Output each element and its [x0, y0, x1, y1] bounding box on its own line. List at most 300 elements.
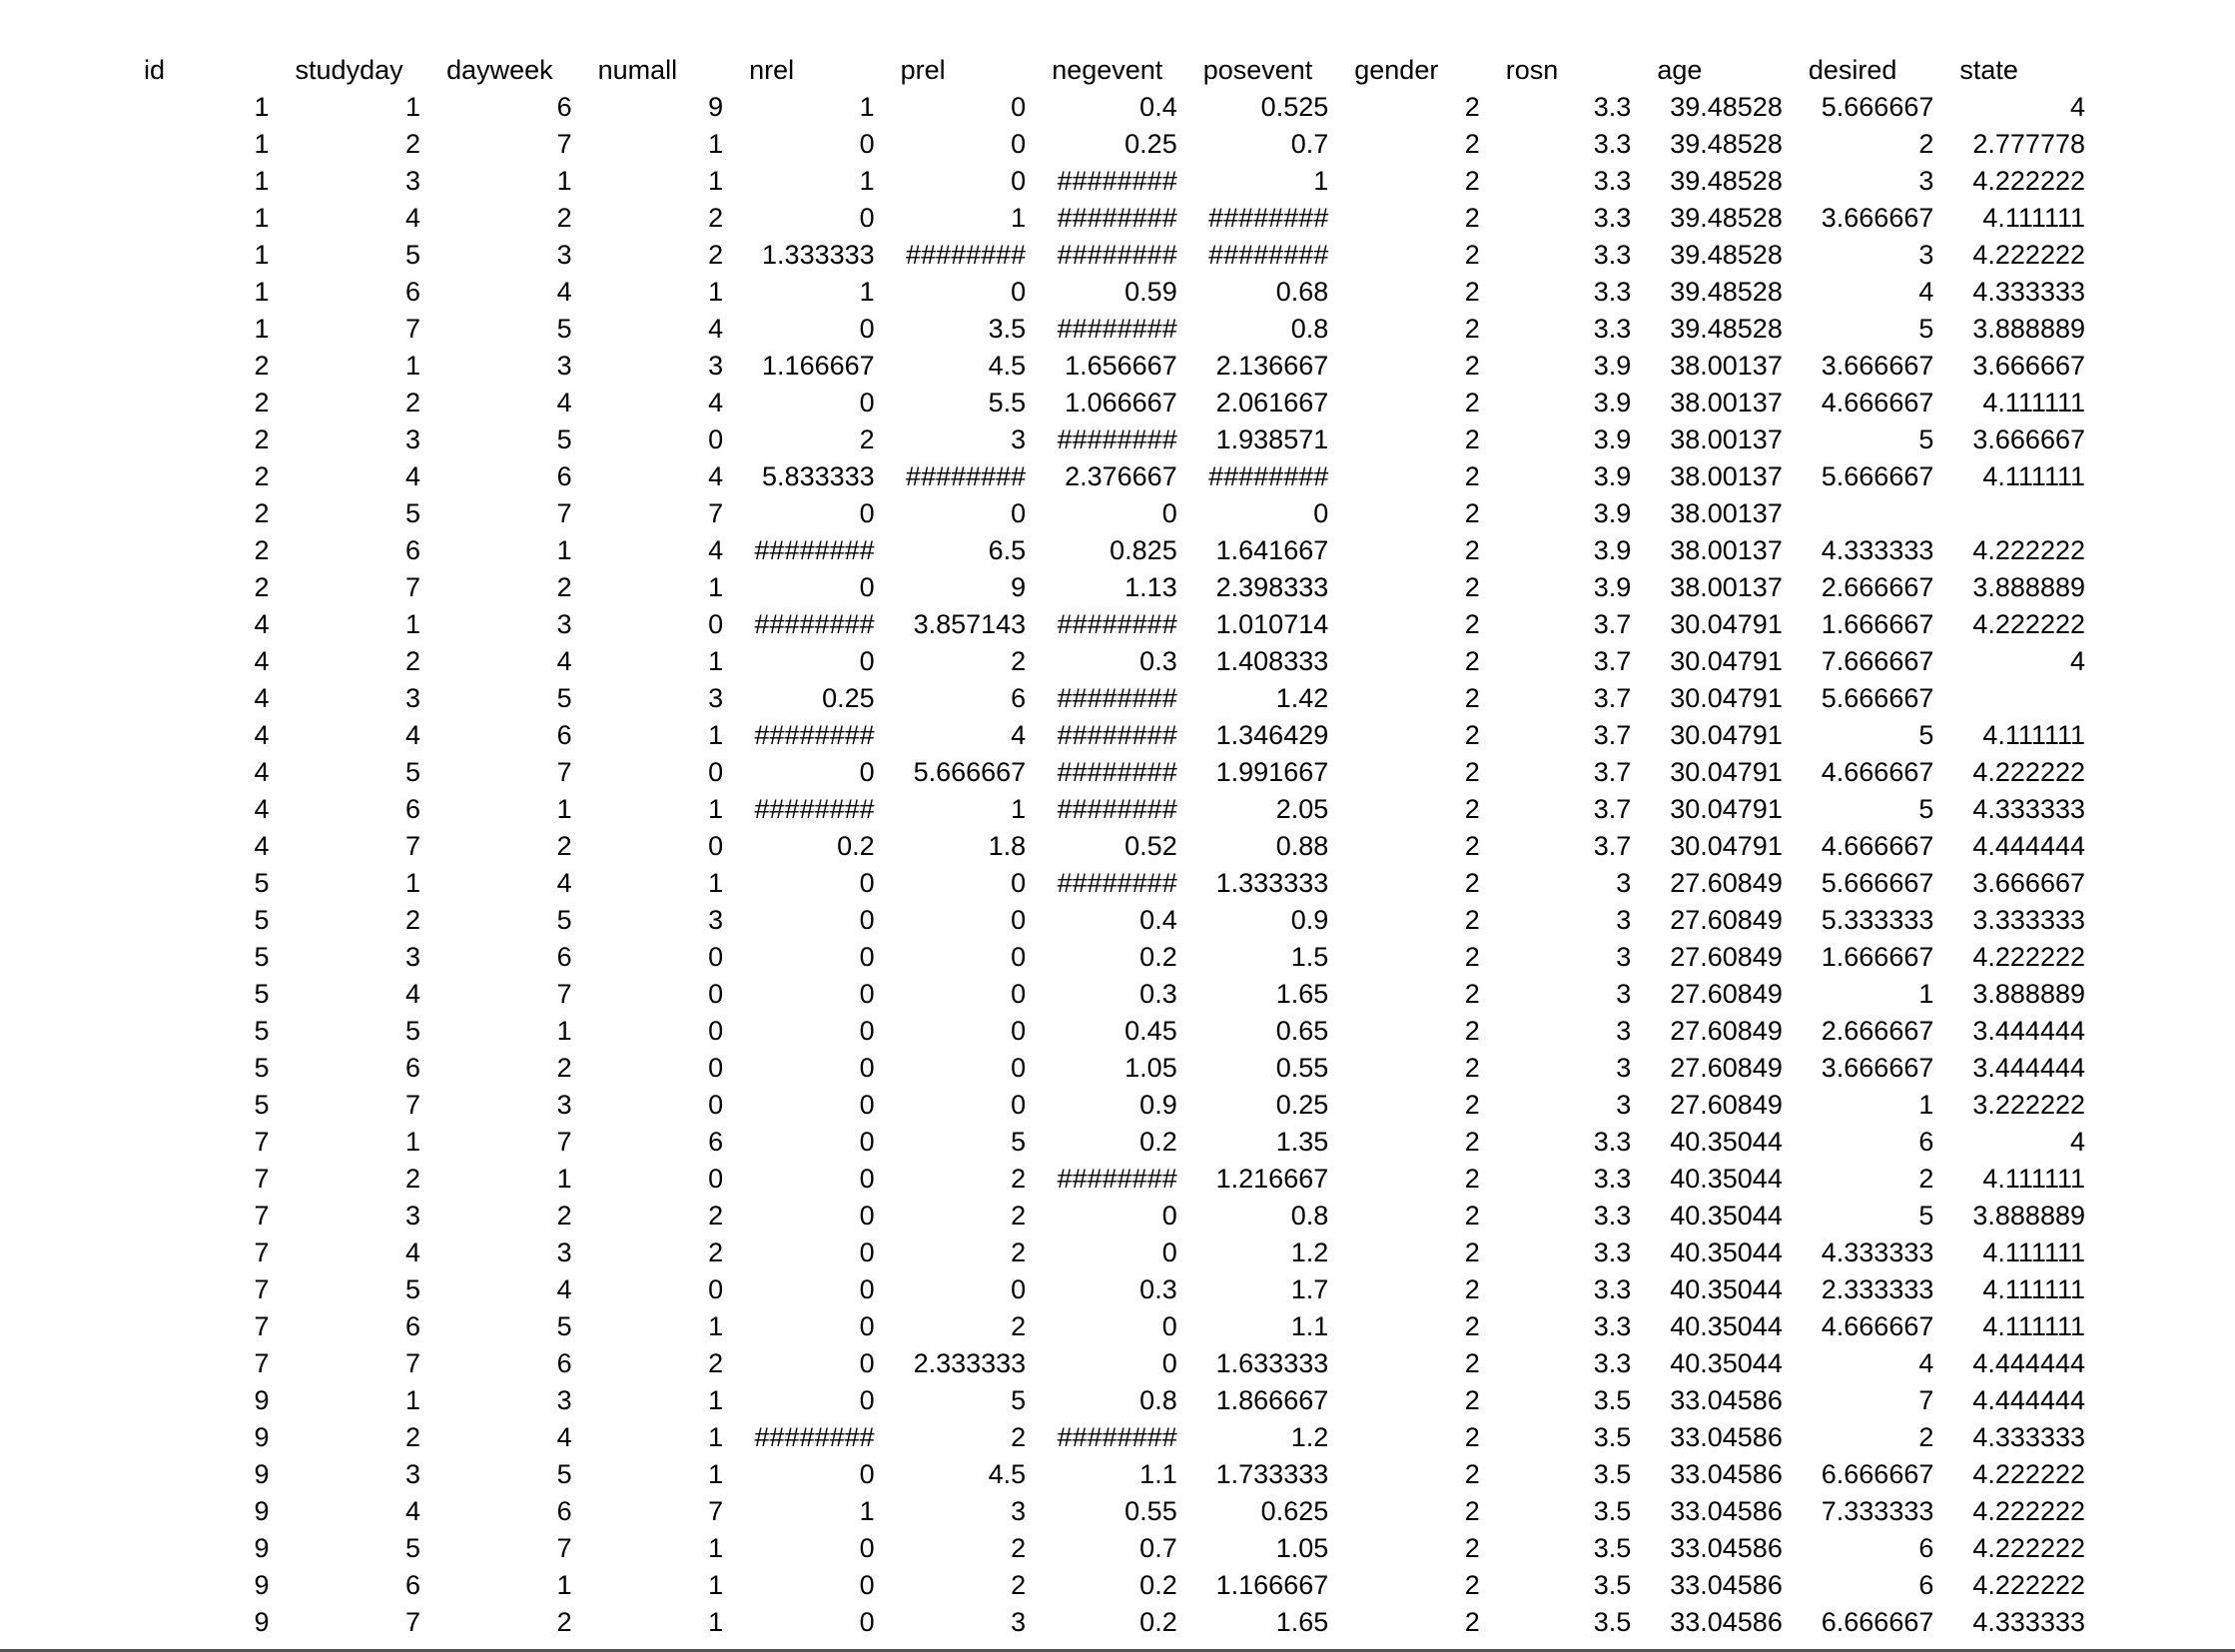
cell-prel[interactable]: 4: [1011, 720, 1027, 750]
cell-desired[interactable]: 4.666667: [1821, 757, 1934, 787]
cell-studyday[interactable]: 3: [405, 683, 421, 713]
cell-gender[interactable]: 2: [1464, 1422, 1480, 1452]
cell-numall[interactable]: 2: [708, 1348, 724, 1378]
cell-gender[interactable]: 2: [1464, 1385, 1480, 1415]
cell-desired[interactable]: 6: [1918, 1533, 1934, 1563]
cell-desired[interactable]: 2.666667: [1821, 1016, 1934, 1046]
cell-desired[interactable]: 1.666667: [1821, 942, 1934, 972]
cell-numall[interactable]: 1: [708, 868, 724, 898]
cell-nrel[interactable]: 0: [859, 868, 875, 898]
cell-numall[interactable]: 0: [708, 1164, 724, 1194]
cell-studyday[interactable]: 5: [405, 1533, 421, 1563]
cell-rosn[interactable]: 3.3: [1593, 203, 1632, 233]
cell-posevent[interactable]: 1.733333: [1215, 1459, 1329, 1489]
cell-studyday[interactable]: 7: [405, 1348, 421, 1378]
cell-posevent[interactable]: 1.866667: [1215, 1385, 1329, 1415]
cell-age[interactable]: 40.35044: [1670, 1311, 1783, 1341]
cell-nrel[interactable]: 0: [859, 1533, 875, 1563]
cell-posevent[interactable]: 0.65: [1275, 1016, 1329, 1046]
cell-posevent[interactable]: 1.991667: [1215, 757, 1329, 787]
cell-negevent[interactable]: ########: [1057, 609, 1177, 639]
cell-negevent[interactable]: ########: [1057, 1164, 1177, 1194]
cell-dayweek[interactable]: 1: [556, 794, 572, 824]
cell-nrel[interactable]: 0: [859, 1164, 875, 1194]
cell-gender[interactable]: 2: [1464, 314, 1480, 344]
cell-desired[interactable]: 3.666667: [1821, 351, 1934, 381]
cell-gender[interactable]: 2: [1464, 1127, 1480, 1157]
cell-posevent[interactable]: 1.7: [1290, 1274, 1329, 1304]
cell-desired[interactable]: 2: [1918, 1164, 1934, 1194]
cell-numall[interactable]: 3: [708, 683, 724, 713]
cell-id[interactable]: 2: [254, 535, 270, 565]
cell-age[interactable]: 39.48528: [1670, 92, 1783, 122]
cell-rosn[interactable]: 3.3: [1593, 1311, 1632, 1341]
cell-nrel[interactable]: 0.25: [822, 683, 875, 713]
cell-id[interactable]: 5: [254, 942, 270, 972]
cell-negevent[interactable]: 0.4: [1139, 92, 1177, 122]
cell-negevent[interactable]: ########: [1057, 757, 1177, 787]
cell-dayweek[interactable]: 6: [556, 1348, 572, 1378]
cell-numall[interactable]: 3: [708, 351, 724, 381]
cell-rosn[interactable]: 3.3: [1593, 1348, 1632, 1378]
cell-nrel[interactable]: ########: [754, 794, 875, 824]
cell-desired[interactable]: 2.333333: [1821, 1274, 1934, 1304]
cell-studyday[interactable]: 1: [405, 868, 421, 898]
cell-studyday[interactable]: 7: [405, 1090, 421, 1120]
cell-posevent[interactable]: 1.166667: [1215, 1570, 1329, 1600]
cell-studyday[interactable]: 2: [405, 646, 421, 676]
cell-desired[interactable]: 7: [1918, 1385, 1934, 1415]
cell-age[interactable]: 38.00137: [1670, 572, 1783, 602]
cell-dayweek[interactable]: 2: [556, 203, 572, 233]
cell-studyday[interactable]: 4: [405, 1496, 421, 1526]
cell-nrel[interactable]: 0: [859, 1311, 875, 1341]
cell-prel[interactable]: 3: [1011, 1607, 1027, 1637]
cell-negevent[interactable]: ########: [1057, 424, 1177, 454]
cell-studyday[interactable]: 6: [405, 277, 421, 307]
column-header-posevent[interactable]: posevent: [1202, 55, 1313, 85]
cell-dayweek[interactable]: 3: [556, 1385, 572, 1415]
cell-state[interactable]: 4.111111: [1982, 1311, 2085, 1341]
cell-desired[interactable]: 6: [1918, 1570, 1934, 1600]
cell-state[interactable]: 4.222222: [1972, 1459, 2085, 1489]
cell-age[interactable]: 38.00137: [1670, 388, 1783, 417]
cell-id[interactable]: 9: [254, 1459, 270, 1489]
cell-posevent[interactable]: 1.938571: [1215, 424, 1329, 454]
cell-numall[interactable]: 1: [708, 1533, 724, 1563]
cell-nrel[interactable]: 1: [859, 92, 875, 122]
cell-numall[interactable]: 2: [708, 203, 724, 233]
cell-studyday[interactable]: 6: [405, 1570, 421, 1600]
cell-negevent[interactable]: 1.656667: [1065, 351, 1177, 381]
cell-posevent[interactable]: ########: [1208, 203, 1329, 233]
cell-nrel[interactable]: 0: [859, 1016, 875, 1046]
cell-gender[interactable]: 2: [1464, 203, 1480, 233]
cell-rosn[interactable]: 3.7: [1593, 683, 1632, 713]
cell-gender[interactable]: 2: [1464, 905, 1480, 935]
cell-posevent[interactable]: 1.010714: [1215, 609, 1329, 639]
cell-prel[interactable]: 0: [1011, 905, 1027, 935]
cell-rosn[interactable]: 3.5: [1593, 1459, 1632, 1489]
cell-id[interactable]: 1: [254, 277, 270, 307]
cell-age[interactable]: 33.04586: [1670, 1385, 1783, 1415]
column-header-numall[interactable]: numall: [597, 55, 678, 85]
cell-state[interactable]: 4: [2069, 92, 2085, 122]
cell-nrel[interactable]: 0: [859, 1274, 875, 1304]
cell-posevent[interactable]: ########: [1208, 461, 1329, 491]
cell-nrel[interactable]: 0: [859, 1459, 875, 1489]
cell-numall[interactable]: 0: [708, 1053, 724, 1083]
cell-rosn[interactable]: 3.9: [1593, 424, 1632, 454]
column-header-id[interactable]: id: [144, 55, 166, 85]
cell-gender[interactable]: 2: [1464, 535, 1480, 565]
cell-prel[interactable]: ########: [906, 240, 1027, 270]
cell-dayweek[interactable]: 4: [556, 646, 572, 676]
cell-prel[interactable]: 1: [1011, 794, 1027, 824]
cell-desired[interactable]: 5: [1918, 794, 1934, 824]
cell-gender[interactable]: 2: [1464, 942, 1480, 972]
cell-age[interactable]: 39.48528: [1670, 129, 1783, 159]
cell-gender[interactable]: 2: [1464, 498, 1480, 528]
cell-prel[interactable]: 0: [1011, 1090, 1027, 1120]
cell-state[interactable]: 4.111111: [1982, 203, 2085, 233]
cell-posevent[interactable]: 0.7: [1290, 129, 1329, 159]
cell-age[interactable]: 39.48528: [1670, 240, 1783, 270]
cell-state[interactable]: 4.222222: [1972, 535, 2085, 565]
cell-posevent[interactable]: 1: [1313, 166, 1329, 196]
cell-state[interactable]: 3.222222: [1972, 1090, 2085, 1120]
cell-studyday[interactable]: 6: [405, 1053, 421, 1083]
cell-id[interactable]: 4: [254, 794, 270, 824]
cell-numall[interactable]: 2: [708, 240, 724, 270]
cell-desired[interactable]: 5.666667: [1821, 683, 1934, 713]
cell-studyday[interactable]: 3: [405, 424, 421, 454]
cell-nrel[interactable]: 0: [859, 905, 875, 935]
cell-rosn[interactable]: 3.3: [1593, 1201, 1632, 1231]
cell-prel[interactable]: 3.857143: [913, 609, 1027, 639]
cell-gender[interactable]: 2: [1464, 720, 1480, 750]
cell-state[interactable]: 2.777778: [1972, 129, 2085, 159]
cell-posevent[interactable]: 2.061667: [1215, 388, 1329, 417]
cell-age[interactable]: 38.00137: [1670, 498, 1783, 528]
cell-dayweek[interactable]: 6: [556, 720, 572, 750]
cell-prel[interactable]: 3: [1011, 1496, 1027, 1526]
cell-age[interactable]: 27.60849: [1670, 1016, 1783, 1046]
cell-numall[interactable]: 0: [708, 1016, 724, 1046]
cell-studyday[interactable]: 5: [405, 498, 421, 528]
cell-rosn[interactable]: 3.7: [1593, 757, 1632, 787]
cell-negevent[interactable]: 0.25: [1124, 129, 1177, 159]
cell-id[interactable]: 7: [254, 1348, 270, 1378]
cell-studyday[interactable]: 5: [405, 1016, 421, 1046]
cell-prel[interactable]: 6.5: [988, 535, 1027, 565]
cell-rosn[interactable]: 3: [1616, 1053, 1632, 1083]
cell-state[interactable]: 4.444444: [1972, 1385, 2085, 1415]
cell-state[interactable]: [1945, 495, 2097, 532]
cell-age[interactable]: 27.60849: [1670, 905, 1783, 935]
cell-state[interactable]: 4.222222: [1972, 942, 2085, 972]
cell-dayweek[interactable]: 1: [556, 1164, 572, 1194]
cell-studyday[interactable]: 2: [405, 129, 421, 159]
cell-prel[interactable]: 3: [1011, 424, 1027, 454]
cell-negevent[interactable]: 0.52: [1124, 831, 1177, 861]
cell-prel[interactable]: 3.5: [988, 314, 1027, 344]
cell-desired[interactable]: 1.666667: [1821, 609, 1934, 639]
cell-nrel[interactable]: 0: [859, 1127, 875, 1157]
cell-state[interactable]: 3.888889: [1972, 979, 2085, 1009]
cell-posevent[interactable]: 1.5: [1290, 942, 1329, 972]
cell-state[interactable]: 4.111111: [1982, 1164, 2085, 1194]
cell-studyday[interactable]: 4: [405, 979, 421, 1009]
cell-desired[interactable]: 4.333333: [1821, 1238, 1934, 1267]
cell-numall[interactable]: 3: [708, 905, 724, 935]
cell-rosn[interactable]: 3: [1616, 942, 1632, 972]
cell-age[interactable]: 38.00137: [1670, 461, 1783, 491]
cell-gender[interactable]: 2: [1464, 1016, 1480, 1046]
cell-rosn[interactable]: 3.3: [1593, 92, 1632, 122]
cell-numall[interactable]: 0: [708, 1090, 724, 1120]
cell-rosn[interactable]: 3.5: [1593, 1607, 1632, 1637]
cell-posevent[interactable]: 2.398333: [1215, 572, 1329, 602]
cell-studyday[interactable]: 4: [405, 1238, 421, 1267]
cell-desired[interactable]: 2: [1918, 1422, 1934, 1452]
cell-rosn[interactable]: 3.3: [1593, 240, 1632, 270]
column-header-gender[interactable]: gender: [1354, 55, 1439, 85]
cell-prel[interactable]: 0: [1011, 498, 1027, 528]
cell-state[interactable]: 3.888889: [1972, 572, 2085, 602]
cell-posevent[interactable]: 1.633333: [1215, 1348, 1329, 1378]
cell-posevent[interactable]: 0.8: [1290, 1201, 1329, 1231]
cell-studyday[interactable]: 7: [405, 1607, 421, 1637]
cell-state[interactable]: 4.111111: [1982, 388, 2085, 417]
cell-posevent[interactable]: 1.2: [1290, 1238, 1329, 1267]
cell-gender[interactable]: 2: [1464, 1459, 1480, 1489]
cell-negevent[interactable]: 0: [1161, 1238, 1177, 1267]
cell-nrel[interactable]: 0: [859, 1053, 875, 1083]
cell-gender[interactable]: 2: [1464, 1090, 1480, 1120]
cell-age[interactable]: 33.04586: [1670, 1422, 1783, 1452]
cell-age[interactable]: 30.04791: [1670, 609, 1783, 639]
column-header-negevent[interactable]: negevent: [1052, 55, 1163, 85]
column-header-studyday[interactable]: studyday: [295, 55, 403, 85]
cell-dayweek[interactable]: 5: [556, 905, 572, 935]
cell-id[interactable]: 1: [254, 166, 270, 196]
cell-posevent[interactable]: 0: [1313, 498, 1329, 528]
cell-nrel[interactable]: 1: [859, 166, 875, 196]
column-header-age[interactable]: age: [1657, 55, 1703, 85]
cell-prel[interactable]: 0: [1011, 166, 1027, 196]
cell-nrel[interactable]: 0: [859, 1348, 875, 1378]
cell-gender[interactable]: 2: [1464, 461, 1480, 491]
cell-nrel[interactable]: 0: [859, 572, 875, 602]
cell-id[interactable]: 7: [254, 1238, 270, 1267]
cell-numall[interactable]: 1: [708, 277, 724, 307]
cell-negevent[interactable]: 0.9: [1139, 1090, 1177, 1120]
cell-posevent[interactable]: 1.35: [1275, 1127, 1329, 1157]
cell-dayweek[interactable]: 2: [556, 572, 572, 602]
cell-nrel[interactable]: 0: [859, 1201, 875, 1231]
cell-state[interactable]: 3.333333: [1972, 905, 2085, 935]
cell-age[interactable]: 38.00137: [1670, 351, 1783, 381]
cell-id[interactable]: 4: [254, 609, 270, 639]
cell-studyday[interactable]: 5: [405, 240, 421, 270]
cell-studyday[interactable]: 6: [405, 535, 421, 565]
cell-negevent[interactable]: ########: [1057, 166, 1177, 196]
cell-age[interactable]: 39.48528: [1670, 314, 1783, 344]
cell-desired[interactable]: 5: [1918, 720, 1934, 750]
cell-desired[interactable]: 2: [1918, 129, 1934, 159]
cell-age[interactable]: 40.35044: [1670, 1164, 1783, 1194]
cell-posevent[interactable]: 1.408333: [1215, 646, 1329, 676]
cell-prel[interactable]: 1.8: [988, 831, 1027, 861]
cell-state[interactable]: 4.222222: [1972, 240, 2085, 270]
cell-id[interactable]: 5: [254, 905, 270, 935]
cell-age[interactable]: 38.00137: [1670, 424, 1783, 454]
cell-studyday[interactable]: 3: [405, 166, 421, 196]
cell-negevent[interactable]: ########: [1057, 1422, 1177, 1452]
cell-id[interactable]: 4: [254, 646, 270, 676]
cell-numall[interactable]: 1: [708, 1459, 724, 1489]
cell-dayweek[interactable]: 1: [556, 1016, 572, 1046]
cell-id[interactable]: 4: [254, 831, 270, 861]
cell-age[interactable]: 40.35044: [1670, 1274, 1783, 1304]
cell-desired[interactable]: 4.333333: [1821, 535, 1934, 565]
cell-negevent[interactable]: 1.05: [1124, 1053, 1177, 1083]
cell-rosn[interactable]: 3.3: [1593, 314, 1632, 344]
cell-numall[interactable]: 4: [708, 314, 724, 344]
cell-numall[interactable]: 4: [708, 461, 724, 491]
cell-rosn[interactable]: 3.3: [1593, 166, 1632, 196]
cell-state[interactable]: 4.333333: [1972, 1607, 2085, 1637]
cell-dayweek[interactable]: 2: [556, 1053, 572, 1083]
cell-dayweek[interactable]: 2: [556, 1607, 572, 1637]
cell-studyday[interactable]: 2: [405, 388, 421, 417]
cell-rosn[interactable]: 3.9: [1593, 535, 1632, 565]
cell-dayweek[interactable]: 7: [556, 979, 572, 1009]
cell-state[interactable]: 3.444444: [1972, 1053, 2085, 1083]
cell-posevent[interactable]: 1.216667: [1215, 1164, 1329, 1194]
cell-gender[interactable]: 2: [1464, 831, 1480, 861]
cell-id[interactable]: 2: [254, 498, 270, 528]
cell-age[interactable]: 30.04791: [1670, 720, 1783, 750]
cell-gender[interactable]: 2: [1464, 979, 1480, 1009]
cell-posevent[interactable]: 0.55: [1275, 1053, 1329, 1083]
cell-negevent[interactable]: ########: [1057, 720, 1177, 750]
cell-nrel[interactable]: ########: [754, 720, 875, 750]
cell-gender[interactable]: 2: [1464, 277, 1480, 307]
cell-desired[interactable]: 5: [1918, 314, 1934, 344]
cell-studyday[interactable]: 1: [405, 609, 421, 639]
cell-rosn[interactable]: 3.9: [1593, 572, 1632, 602]
cell-prel[interactable]: 0: [1011, 868, 1027, 898]
cell-negevent[interactable]: 0.2: [1139, 942, 1177, 972]
cell-id[interactable]: 9: [254, 1422, 270, 1452]
cell-dayweek[interactable]: 1: [556, 166, 572, 196]
cell-studyday[interactable]: 7: [405, 831, 421, 861]
cell-desired[interactable]: 3: [1918, 166, 1934, 196]
cell-nrel[interactable]: 0: [859, 498, 875, 528]
cell-prel[interactable]: 4.5: [988, 351, 1027, 381]
cell-rosn[interactable]: 3.3: [1593, 1238, 1632, 1267]
cell-state[interactable]: 4.222222: [1972, 1533, 2085, 1563]
cell-rosn[interactable]: 3.7: [1593, 646, 1632, 676]
cell-prel[interactable]: 6: [1011, 683, 1027, 713]
cell-age[interactable]: 30.04791: [1670, 831, 1783, 861]
cell-state[interactable]: 4.333333: [1972, 1422, 2085, 1452]
cell-prel[interactable]: 2: [1011, 1311, 1027, 1341]
cell-id[interactable]: 5: [254, 1090, 270, 1120]
cell-numall[interactable]: 0: [708, 609, 724, 639]
cell-gender[interactable]: 2: [1464, 646, 1480, 676]
cell-gender[interactable]: 2: [1464, 240, 1480, 270]
cell-age[interactable]: 30.04791: [1670, 757, 1783, 787]
cell-gender[interactable]: 2: [1464, 1238, 1480, 1267]
cell-dayweek[interactable]: 6: [556, 1496, 572, 1526]
cell-studyday[interactable]: 3: [405, 1459, 421, 1489]
cell-age[interactable]: 33.04586: [1670, 1570, 1783, 1600]
cell-rosn[interactable]: 3.5: [1593, 1570, 1632, 1600]
cell-prel[interactable]: 4.5: [988, 1459, 1027, 1489]
cell-nrel[interactable]: 0: [859, 203, 875, 233]
cell-nrel[interactable]: 0: [859, 1385, 875, 1415]
cell-gender[interactable]: 2: [1464, 572, 1480, 602]
cell-nrel[interactable]: ########: [754, 1422, 875, 1452]
cell-id[interactable]: 1: [254, 129, 270, 159]
cell-state[interactable]: 4.111111: [1982, 720, 2085, 750]
cell-posevent[interactable]: 0.9: [1290, 905, 1329, 935]
cell-negevent[interactable]: 0: [1161, 498, 1177, 528]
cell-posevent[interactable]: 1.42: [1275, 683, 1329, 713]
cell-age[interactable]: 33.04586: [1670, 1459, 1783, 1489]
cell-dayweek[interactable]: 6: [556, 92, 572, 122]
cell-id[interactable]: 7: [254, 1274, 270, 1304]
cell-rosn[interactable]: 3: [1616, 979, 1632, 1009]
cell-state[interactable]: 4.444444: [1972, 1348, 2085, 1378]
cell-prel[interactable]: 0: [1011, 277, 1027, 307]
cell-nrel[interactable]: 0: [859, 1570, 875, 1600]
cell-negevent[interactable]: 0.3: [1139, 1274, 1177, 1304]
cell-age[interactable]: 39.48528: [1670, 203, 1783, 233]
cell-nrel[interactable]: 0: [859, 1090, 875, 1120]
cell-numall[interactable]: 0: [708, 757, 724, 787]
cell-prel[interactable]: 1: [1011, 203, 1027, 233]
cell-studyday[interactable]: 3: [405, 1201, 421, 1231]
cell-nrel[interactable]: 5.833333: [762, 461, 875, 491]
cell-gender[interactable]: 2: [1464, 1053, 1480, 1083]
cell-dayweek[interactable]: 3: [556, 240, 572, 270]
cell-negevent[interactable]: 0.2: [1139, 1607, 1177, 1637]
cell-state[interactable]: 3.444444: [1972, 1016, 2085, 1046]
cell-negevent[interactable]: ########: [1057, 794, 1177, 824]
cell-prel[interactable]: 0: [1011, 92, 1027, 122]
cell-desired[interactable]: 4.666667: [1821, 388, 1934, 417]
cell-age[interactable]: 27.60849: [1670, 868, 1783, 898]
cell-gender[interactable]: 2: [1464, 388, 1480, 417]
cell-studyday[interactable]: 4: [405, 461, 421, 491]
cell-prel[interactable]: 5: [1011, 1127, 1027, 1157]
cell-studyday[interactable]: 7: [405, 314, 421, 344]
cell-negevent[interactable]: 2.376667: [1065, 461, 1177, 491]
cell-negevent[interactable]: 0.8: [1139, 1385, 1177, 1415]
cell-age[interactable]: 33.04586: [1670, 1496, 1783, 1526]
cell-gender[interactable]: 2: [1464, 757, 1480, 787]
cell-numall[interactable]: 0: [708, 424, 724, 454]
cell-rosn[interactable]: 3.3: [1593, 129, 1632, 159]
cell-negevent[interactable]: ########: [1057, 683, 1177, 713]
cell-dayweek[interactable]: 7: [556, 1127, 572, 1157]
cell-studyday[interactable]: 4: [405, 203, 421, 233]
cell-dayweek[interactable]: 4: [556, 277, 572, 307]
